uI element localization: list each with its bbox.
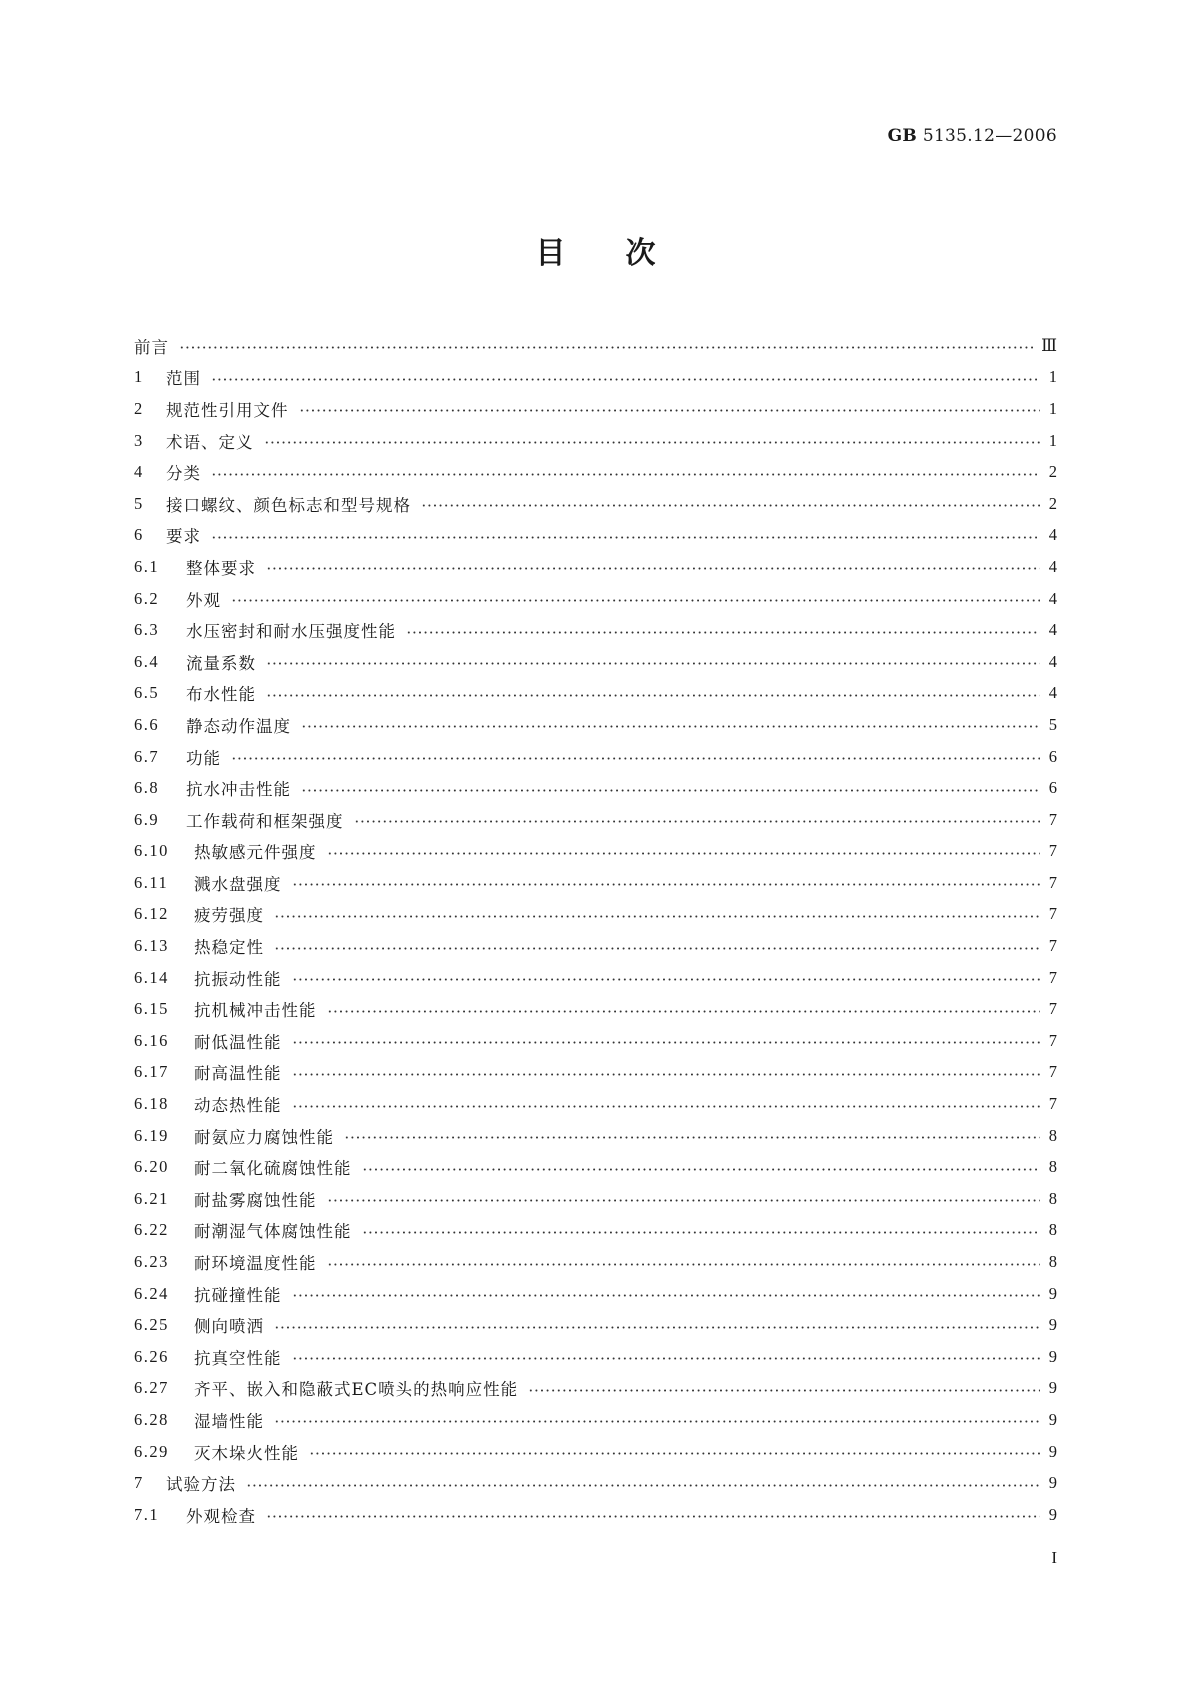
toc-entry-number: 6.10 (134, 841, 169, 861)
toc-entry-page: 1 (1048, 430, 1058, 450)
dot-leader (211, 473, 1040, 476)
dot-leader (266, 567, 1040, 570)
toc-entry-number: 6.2 (134, 588, 160, 608)
dot-leader (274, 947, 1040, 950)
toc-entry[interactable] (134, 772, 1058, 804)
toc-entry[interactable] (134, 488, 1058, 520)
toc-entry[interactable] (134, 551, 1058, 583)
toc-entry-number: 6.24 (134, 1283, 169, 1303)
toc-entry-page: 7 (1048, 1062, 1058, 1082)
toc-entry[interactable] (134, 1025, 1058, 1057)
toc-entry-number: 6.17 (134, 1062, 169, 1082)
toc-entry-page: 9 (1048, 1473, 1058, 1493)
table-of-contents (134, 330, 1058, 1531)
toc-entry-number: 6.26 (134, 1346, 169, 1366)
toc-entry-page: 9 (1048, 1315, 1058, 1335)
dot-leader (211, 378, 1040, 381)
toc-entry-title: 流量系数 (186, 653, 256, 673)
dot-leader (292, 978, 1041, 981)
toc-entry-title: 动态热性能 (194, 1096, 282, 1116)
toc-entry[interactable] (134, 962, 1058, 994)
toc-entry[interactable] (134, 1436, 1058, 1468)
toc-entry-number: 6.8 (134, 778, 160, 798)
toc-entry-title: 功能 (186, 748, 221, 768)
dot-leader (301, 725, 1040, 728)
toc-entry-title: 抗碰撞性能 (194, 1285, 282, 1305)
dot-leader (266, 662, 1040, 665)
toc-entry-title: 耐盐雾腐蚀性能 (194, 1190, 317, 1210)
toc-entry-number: 6.7 (134, 746, 160, 766)
toc-entry-title: 齐平、嵌入和隐蔽式EC喷头的热响应性能 (194, 1380, 519, 1400)
toc-entry-title: 热稳定性 (194, 938, 264, 958)
dot-leader (344, 1136, 1040, 1139)
dot-leader (266, 694, 1040, 697)
toc-entry-title: 耐二氧化硫腐蚀性能 (194, 1159, 352, 1179)
toc-entry[interactable] (134, 1278, 1058, 1310)
toc-entry-title: 抗振动性能 (194, 969, 282, 989)
toc-entry-number: 2 (134, 398, 144, 418)
dot-leader (406, 631, 1040, 634)
toc-entry-title: 耐低温性能 (194, 1032, 282, 1052)
toc-entry-title: 抗真空性能 (194, 1348, 282, 1368)
toc-entry[interactable] (134, 1404, 1058, 1436)
toc-entry[interactable] (134, 1120, 1058, 1152)
toc-entry-page: 7 (1048, 1094, 1058, 1114)
dot-leader (292, 1073, 1041, 1076)
toc-entry-number: 6.4 (134, 651, 160, 671)
toc-entry-page: 9 (1048, 1409, 1058, 1429)
dot-leader (528, 1389, 1040, 1392)
dot-leader (301, 789, 1040, 792)
dot-leader (421, 504, 1040, 507)
toc-entry-number: 6.27 (134, 1378, 169, 1398)
toc-entry-number: 6.15 (134, 999, 169, 1019)
toc-entry-number: 6.16 (134, 1030, 169, 1050)
dot-leader (309, 1452, 1040, 1455)
toc-entry-page: 8 (1048, 1220, 1058, 1240)
toc-entry[interactable] (134, 1151, 1058, 1183)
dot-leader (354, 820, 1041, 823)
toc-entry-page: 2 (1048, 493, 1058, 513)
toc-entry-title: 耐环境温度性能 (194, 1254, 317, 1274)
toc-entry-page: 9 (1048, 1283, 1058, 1303)
toc-entry-page: 7 (1048, 809, 1058, 829)
toc-entry-number: 6.6 (134, 714, 160, 734)
toc-entry-page: 4 (1048, 525, 1058, 545)
toc-entry-title: 耐氨应力腐蚀性能 (194, 1127, 334, 1147)
toc-entry[interactable] (134, 741, 1058, 773)
dot-leader (292, 883, 1041, 886)
toc-entry-title: 整体要求 (186, 558, 256, 578)
standard-number (888, 126, 1057, 146)
toc-entry-number: 6.23 (134, 1252, 169, 1272)
dot-leader (362, 1168, 1041, 1171)
dot-leader (211, 536, 1040, 539)
toc-entry-number: 6.18 (134, 1094, 169, 1114)
toc-entry-number: 6.25 (134, 1315, 169, 1335)
toc-entry-page: 6 (1048, 746, 1058, 766)
toc-entry[interactable] (134, 614, 1058, 646)
toc-entry-page: 9 (1048, 1441, 1058, 1461)
toc-entry[interactable] (134, 362, 1058, 394)
toc-entry[interactable] (134, 330, 1058, 362)
toc-entry-number: 7 (134, 1473, 144, 1493)
toc-entry-title: 热敏感元件强度 (194, 843, 317, 863)
toc-entry-number: 4 (134, 462, 144, 482)
toc-entry[interactable] (134, 1499, 1058, 1531)
toc-entry[interactable] (134, 1246, 1058, 1278)
toc-entry[interactable] (134, 1341, 1058, 1373)
dot-leader (274, 915, 1040, 918)
toc-entry-page: 4 (1048, 588, 1058, 608)
toc-entry[interactable] (134, 583, 1058, 615)
toc-entry-title: 前言 (134, 337, 169, 357)
toc-entry-number: 7.1 (134, 1504, 160, 1524)
toc-entry-number: 6.21 (134, 1188, 169, 1208)
dot-leader (292, 1105, 1041, 1108)
standard-prefix: GB (887, 126, 918, 146)
toc-entry-page: 6 (1048, 778, 1058, 798)
page-number: I (1051, 1548, 1057, 1567)
toc-entry-page: 7 (1048, 967, 1058, 987)
toc-entry-number: 6.12 (134, 904, 169, 924)
toc-entry-title: 侧向喷洒 (194, 1317, 264, 1337)
toc-entry-page: 5 (1048, 714, 1058, 734)
toc-entry-page: 4 (1048, 620, 1058, 640)
toc-entry-number: 6.22 (134, 1220, 169, 1240)
dot-leader (362, 1231, 1041, 1234)
toc-entry-number: 1 (134, 367, 144, 387)
toc-entry-page: 8 (1048, 1188, 1058, 1208)
toc-entry-number: 5 (134, 493, 144, 513)
toc-entry-page: 9 (1048, 1378, 1058, 1398)
toc-entry-page: 9 (1048, 1346, 1058, 1366)
toc-entry[interactable] (134, 646, 1058, 678)
toc-entry[interactable] (134, 456, 1058, 488)
toc-entry-number: 6.29 (134, 1441, 169, 1461)
page-title: 目次 (535, 236, 716, 271)
toc-entry-number: 6.28 (134, 1409, 169, 1429)
toc-entry[interactable] (134, 804, 1058, 836)
toc-entry-title: 外观 (186, 590, 221, 610)
toc-entry-title: 抗机械冲击性能 (194, 1001, 317, 1021)
toc-entry-page: 4 (1048, 683, 1058, 703)
toc-entry[interactable] (134, 993, 1058, 1025)
dot-leader (266, 1515, 1040, 1518)
toc-entry[interactable] (134, 1088, 1058, 1120)
toc-entry[interactable] (134, 520, 1058, 552)
toc-entry-title: 静态动作温度 (186, 716, 291, 736)
toc-entry-title: 布水性能 (186, 685, 256, 705)
dot-leader (299, 409, 1041, 412)
standard-code: 5135.12—2006 (922, 126, 1057, 146)
toc-entry-number: 6.14 (134, 967, 169, 987)
dot-leader (231, 599, 1040, 602)
toc-entry-title: 外观检查 (186, 1506, 256, 1526)
toc-entry-number: 6.3 (134, 620, 160, 640)
dot-leader (274, 1326, 1040, 1329)
toc-entry-title: 分类 (166, 464, 201, 484)
toc-entry[interactable] (134, 678, 1058, 710)
toc-entry-page: 7 (1048, 999, 1058, 1019)
toc-entry-title: 范围 (166, 369, 201, 389)
toc-entry-title: 规范性引用文件 (166, 400, 289, 420)
dot-leader (231, 757, 1040, 760)
toc-entry-title: 灭木垛火性能 (194, 1443, 299, 1463)
toc-entry-title: 溅水盘强度 (194, 874, 282, 894)
toc-entry-number: 6.11 (134, 872, 169, 892)
toc-entry-page: 9 (1048, 1504, 1058, 1524)
toc-entry-title: 要求 (166, 527, 201, 547)
toc-entry-title: 水压密封和耐水压强度性能 (186, 622, 396, 642)
toc-entry[interactable] (134, 393, 1058, 425)
toc-entry-title: 耐高温性能 (194, 1064, 282, 1084)
toc-entry-page: 1 (1048, 367, 1058, 387)
toc-entry-title: 接口螺纹、颜色标志和型号规格 (166, 495, 411, 515)
toc-entry-number: 3 (134, 430, 144, 450)
dot-leader (246, 1484, 1040, 1487)
toc-entry[interactable] (134, 867, 1058, 899)
toc-entry[interactable] (134, 930, 1058, 962)
toc-entry-page: 8 (1048, 1157, 1058, 1177)
toc-entry-page: 7 (1048, 872, 1058, 892)
toc-entry-title: 试验方法 (166, 1475, 236, 1495)
toc-entry-page: 7 (1048, 904, 1058, 924)
toc-entry-page: 4 (1048, 651, 1058, 671)
dot-leader (327, 1199, 1041, 1202)
toc-entry-number: 6.5 (134, 683, 160, 703)
dot-leader (292, 1294, 1041, 1297)
toc-entry[interactable] (134, 1373, 1058, 1405)
dot-leader (327, 1010, 1041, 1013)
toc-entry-page: 7 (1048, 1030, 1058, 1050)
toc-entry[interactable] (134, 1215, 1058, 1247)
toc-entry-number: 6.20 (134, 1157, 169, 1177)
dot-leader (327, 1263, 1041, 1266)
dot-leader (264, 441, 1041, 444)
toc-entry[interactable] (134, 899, 1058, 931)
toc-entry[interactable] (134, 1183, 1058, 1215)
toc-entry-page: 8 (1048, 1125, 1058, 1145)
toc-entry-number: 6 (134, 525, 144, 545)
toc-entry-number: 6.13 (134, 936, 169, 956)
toc-entry-page: 1 (1048, 398, 1058, 418)
toc-entry[interactable] (134, 1467, 1058, 1499)
toc-entry-page: 7 (1048, 936, 1058, 956)
toc-entry-title: 疲劳强度 (194, 906, 264, 926)
toc-entry-number: 6.19 (134, 1125, 169, 1145)
toc-entry-title: 湿墙性能 (194, 1411, 264, 1431)
toc-entry-number: 6.1 (134, 556, 160, 576)
toc-entry-title: 耐潮湿气体腐蚀性能 (194, 1222, 352, 1242)
toc-entry-title: 术语、定义 (166, 432, 254, 452)
dot-leader (179, 346, 1035, 349)
toc-entry[interactable] (134, 709, 1058, 741)
toc-entry-page: 7 (1048, 841, 1058, 861)
toc-entry[interactable] (134, 1309, 1058, 1341)
dot-leader (292, 1357, 1041, 1360)
toc-entry-page: Ⅲ (1041, 335, 1058, 355)
dot-leader (292, 1041, 1041, 1044)
toc-entry-page: 4 (1048, 556, 1058, 576)
toc-entry[interactable] (134, 425, 1058, 457)
toc-entry-title: 工作载荷和框架强度 (186, 811, 344, 831)
toc-entry[interactable] (134, 1057, 1058, 1089)
dot-leader (327, 852, 1041, 855)
dot-leader (274, 1420, 1040, 1423)
toc-entry-title: 抗水冲击性能 (186, 780, 291, 800)
toc-entry-page: 8 (1048, 1252, 1058, 1272)
toc-entry[interactable] (134, 836, 1058, 868)
toc-entry-number: 6.9 (134, 809, 160, 829)
toc-entry-page: 2 (1048, 462, 1058, 482)
